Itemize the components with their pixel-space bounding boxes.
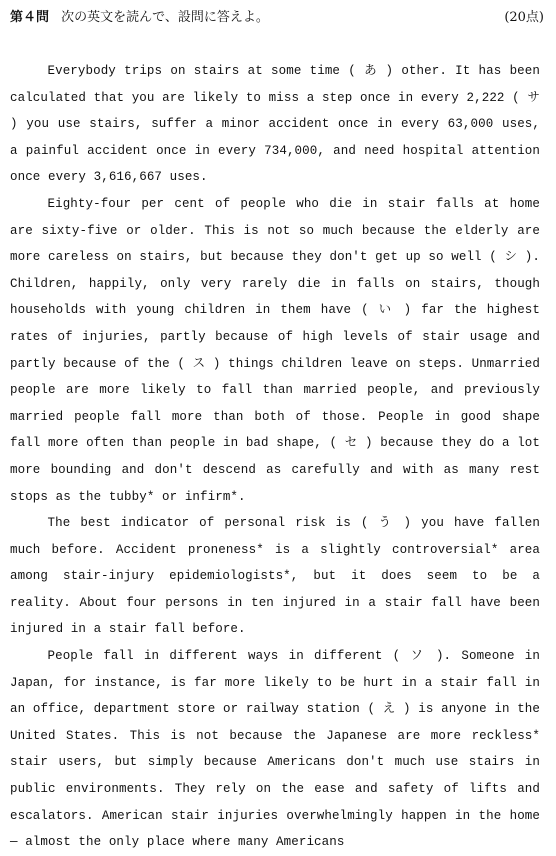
paragraph-1: Everybody trips on stairs at some time ( あ ) other. It has been calculated that you are likely to miss a step once in every 2,222 ( サ ) you use stairs, suffer a minor accident once in every 63,000 uses, a painful accident once in every 734,000, and need hospital attention once every 3,616,667 uses. bbox=[10, 64, 540, 185]
paragraph-4: People fall in different ways in different ( ソ ). Someone in Japan, for instance, is far more likely to be hurt in a stair fall in an office, department store or railway station ( え ) is anyone in the United States. This is not because the Japanese are more reckless* stair users, but simply because Americans don't much use stairs in public environments. They rely on the ease and safety of lifts and escalators. American stair injuries overwhelmingly happen in the home — almost the only place where many Americans bbox=[10, 649, 540, 850]
paragraph-2: Eighty-four per cent of people who die in stair falls at home are sixty-five or older. This is not so much because the elderly are more careless on stairs, but because they don't get up so well ( シ ). Children, happily, only very rarely die in falls on stairs, though households with young children in them have ( い ) far the highest rates of injuries, partly because of high levels of stair usage and partly because of the ( ス ) things children leave on steps. Unmarried people are more likely to fall than married people, and previously married people fall more than both of those. People in good shape fall more often than people in bad shape, ( セ ) because they do a lot more bounding and don't descend as carefully and with as many rest stops as the tubby* or infirm*. bbox=[10, 196, 540, 504]
paragraph-3: The best indicator of personal risk is ( う ) you have fallen much before. Accident proneness* is a slightly controversial* area among stair-injury epidemiologists*, but it does seem to be a reality. About four persons in ten injured in a stair fall have been injured in a stair fall before. bbox=[10, 516, 540, 637]
question-number: 第４問 bbox=[10, 10, 50, 25]
question-instruction: 次の英文を読んで、設問に答えよ。 bbox=[61, 10, 269, 25]
question-header bbox=[10, 8, 546, 28]
points-label: (20点) bbox=[504, 10, 544, 25]
passage bbox=[10, 58, 540, 856]
